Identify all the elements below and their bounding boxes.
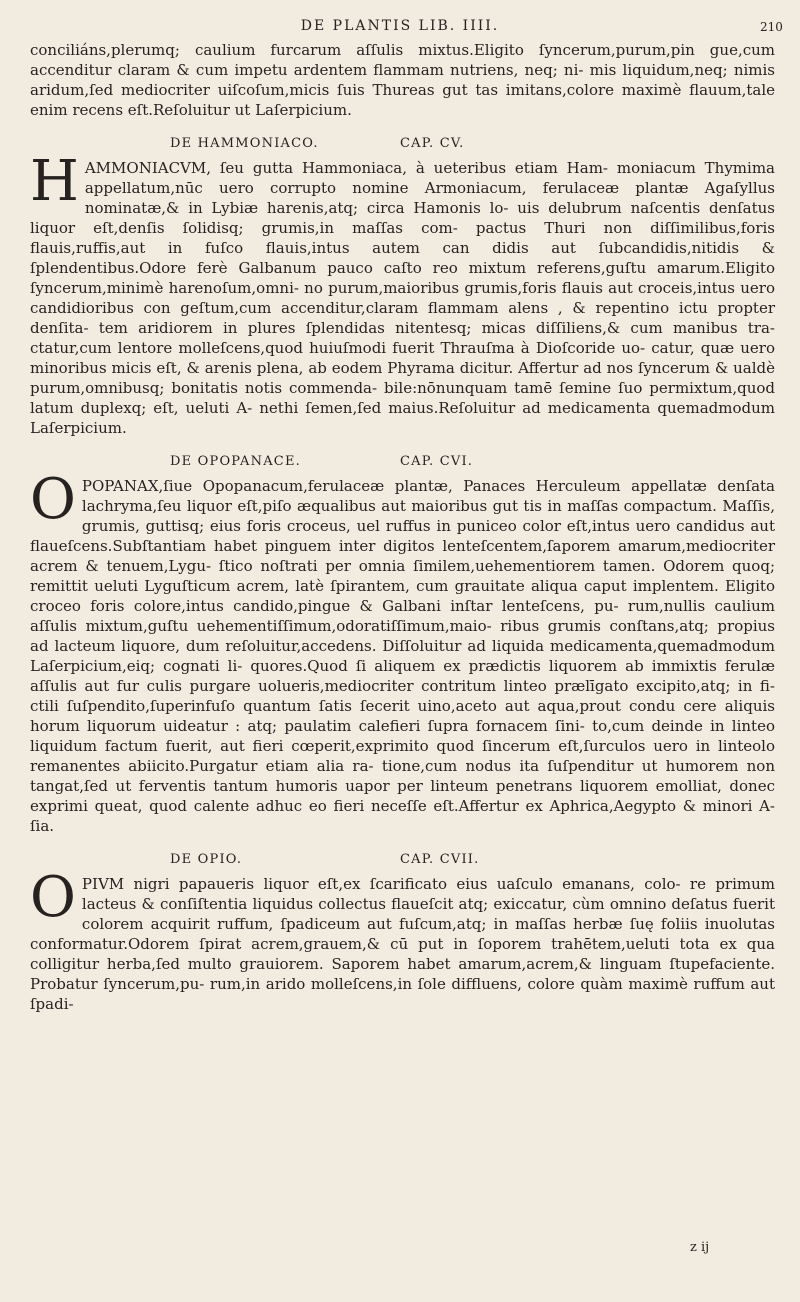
drop-cap: H <box>30 149 79 214</box>
drop-cap: O <box>30 865 76 930</box>
signature-mark: z ij <box>690 1240 710 1255</box>
paragraph-text: AMMONIACVM, ſeu gutta Hammoniaca, à ueteribus etiam Ham- moniacum Thymima appellatum,nūc uero corrupto nomine Armoniacum, ferulaceæ plantæ Agaſyllus nominatæ,& in Lybiæ harenis,atq; circa Hamonis lo- uis delubrum naſcentis denſatus liquor eſt,denſis ſolidisq; grumis,in maſſas com- pactus Thuri non diſſimilibus,foris flauis,ruffis,aut in fuſco flauis,intus autem can didis aut ſubcandidis,nitidis & ſplendentibus.Odore ferè Galbanum pauco caſto reo mixtum referens,guſtu amarum.Eligito ſyncerum,minimè harenoſum,omni- no purum,maioribus grumis,foris flauis aut croceis,intus uero candidioribus con geſtum,cum accenditur,claram flammam alens , & repentino ictu propter denſita- tem aridiorem in plures ſplendidas nitentesq; micas diſſiliens,& cum manibus tra- ctatur,cum lentore molleſcens,quod huiuſmodi fuerit Thrauſma à Dioſcoride uo- catur, quæ uero minoribus micis eſt, & arenis plena, ab eodem Phyrama dicitur. Affertur ad nos ſyncerum & ualdè purum,omnibusq; bonitatis notis commenda- bile:nōnunquam tamē ſemine ſuo permixtum,quod latum duplexq; eſt, ueluti A- nethi ſemen,ſed maius.Reſoluitur ad medicamenta quemadmodum Laſerpicium. <box>30 159 775 437</box>
paragraph-opio <box>30 865 775 1014</box>
chapter-title: DE OPOPANACE. <box>170 454 301 469</box>
paragraph-text: POPANAX,ſiue Opopanacum,ferulaceæ plantæ, Panaces Herculeum appellatæ denſata lachryma,ſeu liquor eſt,piſo æqualibus aut maioribus gut tis in maſſas compactum. Maſſis, grumis, guttisq; eius foris croceus, uel ruffus in puniceo color eſt,intus uero candidus aut flaueſcens.Subſtantiam habet pinguem inter digitos lenteſcentem,ſaporem amarum,mediocriter acrem & tenuem,Lygu- ſtico noſtrati per omnia ſimilem,uehementiorem tamen. Odorem quoq; remittit ueluti Lyguſticum acrem, latè ſpirantem, cum grauitate aliqua caput implentem. Eligito croceo foris colore,intus candido,pingue & Galbani inſtar lenteſcens, pu- rum,nullis caulium aſſulis mixtum,guſtu uehementiſſimum,odoratiſſimum,maio- ribus grumis conſtans,atq; propius ad lacteum liquore, dum reſoluitur,accedens. Diſſoluitur ad liquida medicamenta,quemadmodum Laſerpicium,eiq; cognati li- quores.Quod ſi aliquem ex prædictis liquorem ab immixtis ferulæ aſſulis aut fur culis purgare uolueris,mediocriter contritum linteo prælīgato excipito,atq; in fi- ctili ſuſpendito,ſuperinfuſo quantum ſatis ſecerit uino,aceto aut aqua,prout condu cere aliquis horum liquorum uideatur : atq; paulatim calefieri ſupra fornacem ſini- to,cum deinde in linteo liquidum factum fuerit, aut fieri cœperit,exprimito quod ſincerum eſt,ſurculos uero in linteolo remanentes abiicito.Purgatur etiam alia ra- tione,cum nodus ita ſuſpenditur ut humorem non tangat,ſed ut ferventis tantum humoris uapor per linteum penetrans liquorem emolliat, donec exprimi queat, quod calente adhuc eo fieri neceſſe eſt.Affertur ex Aphrica,Aegypto & minori A- ſia. <box>30 477 775 835</box>
page-number: 210 <box>760 20 783 34</box>
page-body <box>30 40 775 1014</box>
chapter-heading-opopanace <box>30 448 775 474</box>
paragraph-hammoniaco <box>30 149 775 438</box>
chapter-number: CAP. CV. <box>400 136 465 151</box>
chapter-number: CAP. CVII. <box>400 852 480 867</box>
chapter-title: DE HAMMONIACO. <box>170 136 319 151</box>
chapter-heading-opio <box>30 846 775 872</box>
continued-paragraph: conciliáns,plerumq; caulium furcarum aſſulis mixtus.Eligito ſyncerum,purum,pin gue,cum accenditur claram & cum impetu ardentem flammam nutriens, neq; ni- mis liquidum,neq; nimis aridum,ſed mediocriter uiſcoſum,micis ſuis Thureas gut tas imitans,colore maximè flauum,tale enim recens eſt.Reſoluitur ut Laſerpicium. <box>30 41 775 119</box>
chapter-heading-hammoniaco <box>30 130 775 156</box>
paragraph-opopanace <box>30 467 775 836</box>
paragraph-text: PIVM nigri papaueris liquor eſt,ex ſcarificato eius uaſculo emanans, colo- re primum lacteus & conſiſtentia liquidus collectus flaueſcit atq; exiccatur, cùm omnino deſatus fuerit colorem acquirit ruffum, ſpadiceum aut fuſcum,atq; in maſſas herbæ ſuę foliis inuolutas conformatur.Odorem ſpirat acrem,grauem,& cū put in ſoporem trahētem,ueluti tota ex qua colligitur herba,ſed multo grauiorem. Saporem habet amarum,acrem,& linguam ſtupefaciente. Probatur ſyncerum,pu- rum,in arido molleſcens,in ſole diffluens, colore quàm maximè ruffum aut ſpadi- <box>30 875 775 1013</box>
drop-cap: O <box>30 467 76 532</box>
chapter-number: CAP. CVI. <box>400 454 474 469</box>
running-head: DE PLANTIS LIB. IIII. <box>300 18 500 34</box>
chapter-title: DE OPIO. <box>170 852 243 867</box>
